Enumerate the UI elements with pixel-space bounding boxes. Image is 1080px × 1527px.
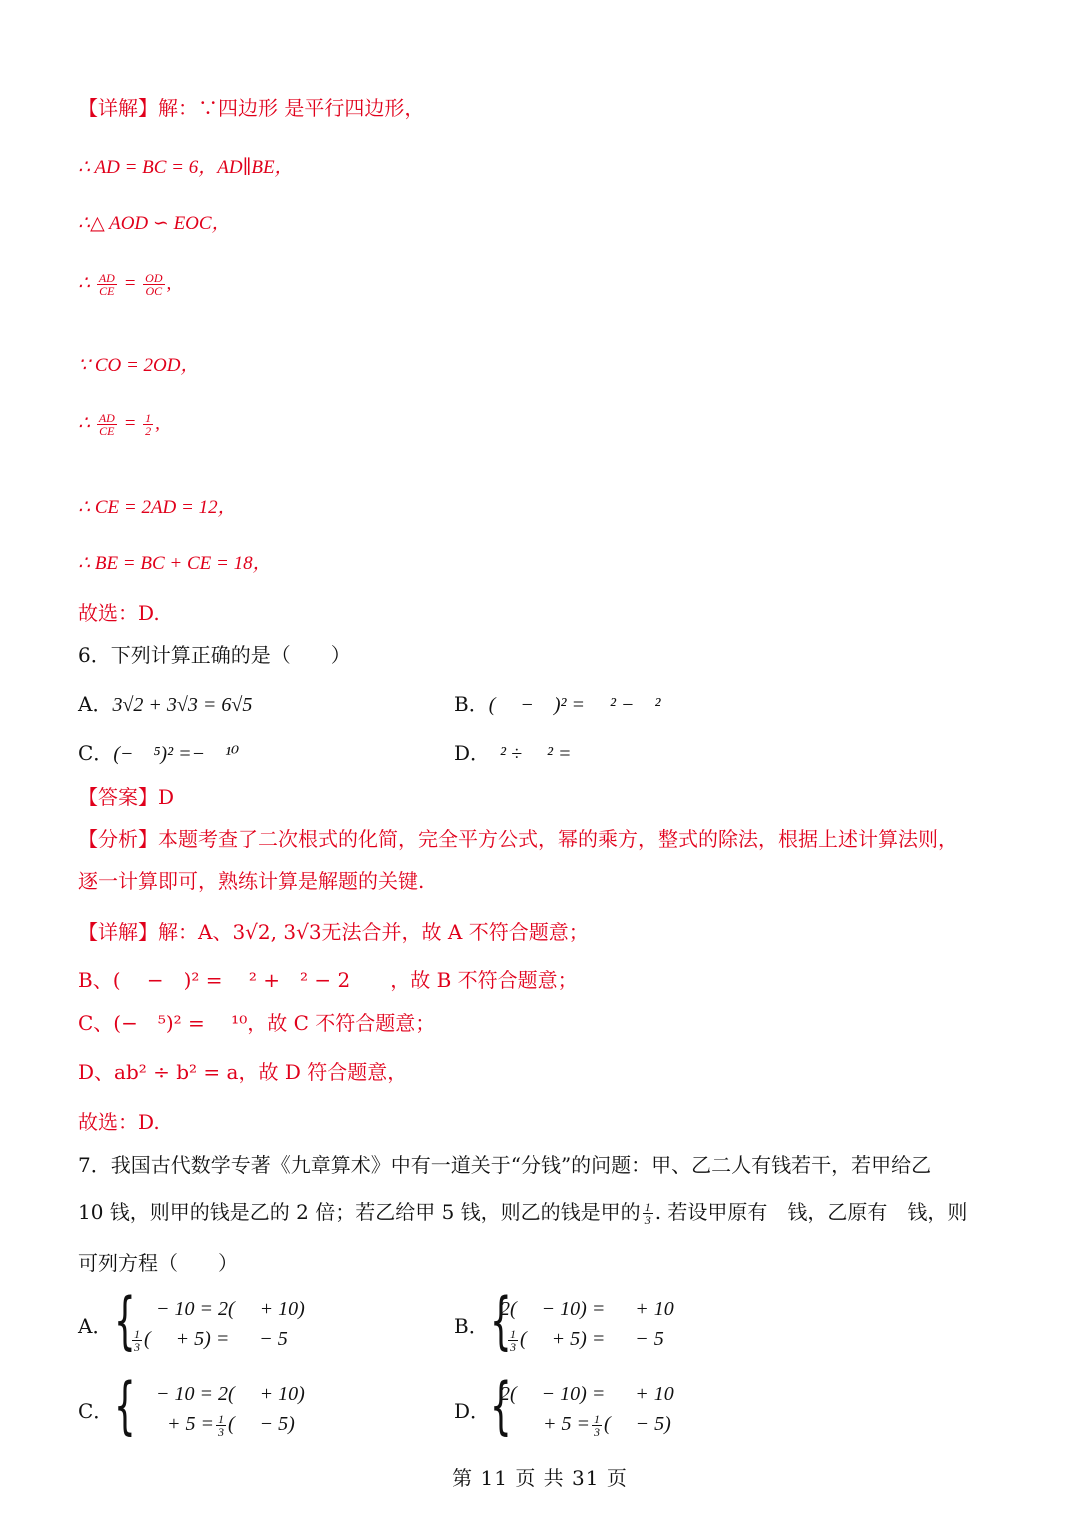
- q6-answer: 【答案】D: [78, 785, 175, 809]
- q6-detail-b: B、( − )² = ² + ² − 2 ，故 B 不符合题意；: [78, 968, 578, 992]
- solution-line-3: ∴△ AOD ∽ EOC，: [78, 213, 231, 234]
- fraction-one-half: $\frac{1}{2}$: [145, 411, 152, 439]
- solution-line-7: ∴ CE = 2AD = 12，: [78, 497, 237, 518]
- q7-option-a: A． { − 10 = 2( + 10) $\frac{1}{3}$ ( + 5) = − 5: [78, 1284, 305, 1357]
- question-7-stem-line-2: 10 钱，则甲的钱是乙的 2 倍；若乙给甲 5 钱，则乙的钱是甲的 $\frac{1}{3}$ . 若设甲原有 钱，乙原有 钱，则: [78, 1200, 968, 1227]
- fraction-od-oc: $\frac{OD}{OC}$: [145, 271, 163, 299]
- q6-option-c: C．(− ⁵)² =− ¹⁰: [78, 741, 240, 765]
- page-number-footer: 第 11 页 共 31 页: [452, 1466, 628, 1490]
- solution-line-2: ∴ AD = BC = 6，AD∥BE，: [78, 157, 294, 178]
- fraction-ad-ce-2: $\frac{AD}{CE}$: [98, 411, 115, 439]
- solution-line-8: ∴ BE = BC + CE = 18，: [78, 553, 272, 574]
- q7-option-d: D． { 2( − 10) = + 10 + 5 = $\frac{1}{3}$ ( − 5): [454, 1369, 674, 1442]
- choose-answer-2: 故选：D.: [78, 1110, 160, 1134]
- solution-line-5: ∵ CO = 2OD，: [78, 355, 200, 376]
- q7-option-b: B． { 2( − 10) = + 10 $\frac{1}{3}$ ( + 5) = − 5: [454, 1284, 674, 1357]
- q7-option-c: C． { − 10 = 2( + 10) + 5 = $\frac{1}{3}$ ( − 5): [78, 1369, 305, 1442]
- q6-analysis-line-2: 逐一计算即可，熟练计算是解题的关键.: [78, 869, 425, 893]
- detail-heading-line: 【详解】解：∵四边形 是平行四边形，: [78, 96, 425, 120]
- q6-option-d: D． ² ÷ ² =: [454, 741, 572, 765]
- q6-analysis-line-1: 【分析】本题考查了二次根式的化简，完全平方公式，幂的乘方，整式的除法，根据上述计算法则，: [78, 827, 958, 851]
- question-6-stem: 6．下列计算正确的是（ ）: [78, 643, 351, 667]
- solution-line-6: ∴ $\frac{AD}{CE}$ = $\frac{1}{2}$ ,: [78, 411, 160, 439]
- therefore-sign: ∴: [78, 273, 91, 294]
- choose-answer-1: 故选：D.: [78, 601, 160, 625]
- fraction-ad-ce: $\frac{AD}{CE}$: [98, 271, 115, 299]
- q6-detail-c: C、(− ⁵)² = ¹⁰，故 C 不符合题意；: [78, 1011, 436, 1035]
- question-7-stem-line-3: 可列方程（ ）: [78, 1251, 238, 1275]
- q6-option-b: B．( − )² = ² − ²: [454, 692, 661, 716]
- q6-detail-a: 【详解】解：A、3√2, 3√3无法合并，故 A 不符合题意；: [78, 920, 589, 944]
- question-7-stem-line-1: 7．我国古代数学专著《九章算术》中有一道关于“分钱”的问题：甲、乙二人有钱若干，若甲给乙: [78, 1153, 932, 1177]
- fraction-one-third: $\frac{1}{3}$: [644, 1200, 651, 1227]
- solution-line-4: ∴ $\frac{AD}{CE}$ = $\frac{OD}{OC}$ ,: [78, 271, 172, 299]
- q6-detail-d: D、ab² ÷ b² = a，故 D 符合题意，: [78, 1060, 408, 1084]
- q6-option-a: A．3√2 + 3√3 = 6√5: [78, 692, 253, 716]
